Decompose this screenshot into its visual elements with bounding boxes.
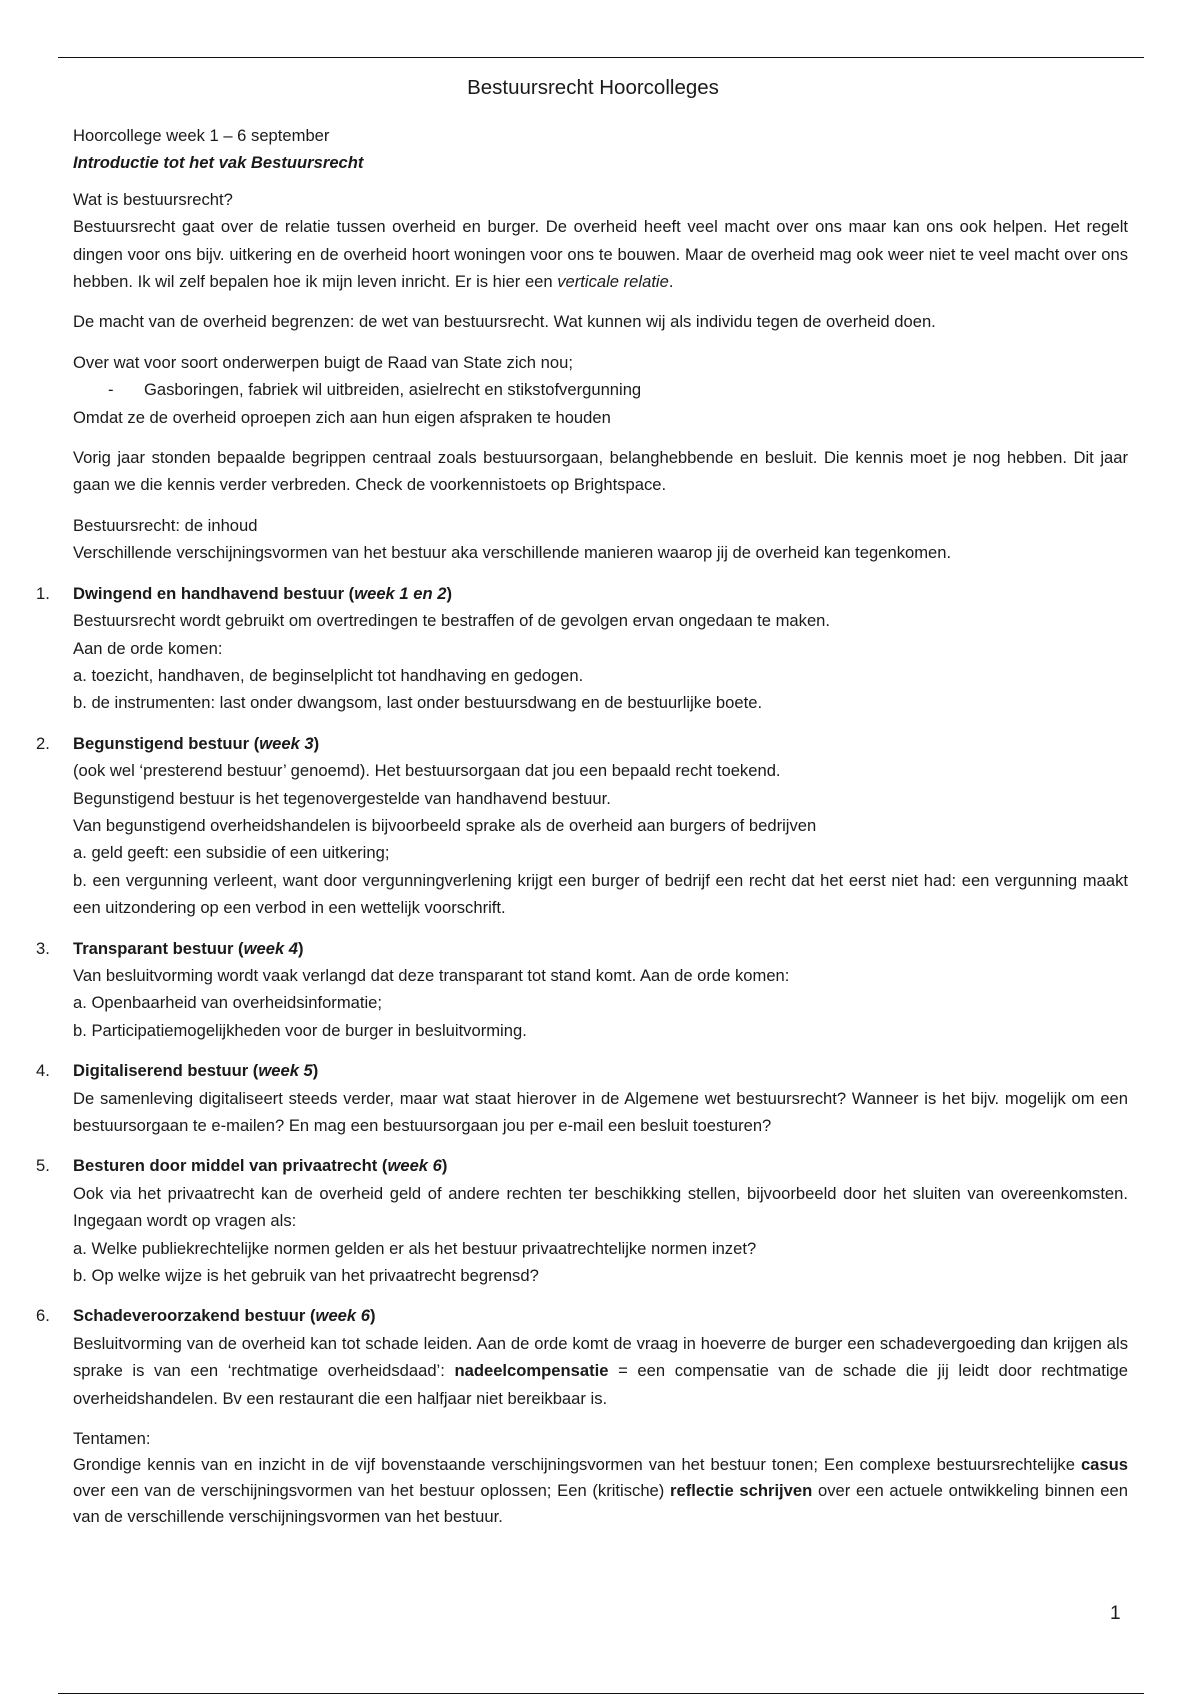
section-item — [36, 730, 1128, 922]
section-line: b. de instrumenten: last onder dwangsom, last onder bestuursdwang en de bestuurlijke boete. — [73, 693, 763, 713]
section-item — [36, 580, 1128, 717]
section-line: Van besluitvorming wordt vaak verlangd dat deze transparant tot stand komt. Aan de orde komen: — [73, 965, 790, 985]
section-line: Aan de orde komen: — [73, 638, 223, 658]
section-line: De samenleving digitaliseert steeds verder, maar wat staat hierover in de Algemene wet bestuursrecht? Wanneer is het bijv. mogelijk om een bestuursorgaan te e-mailen? En mag een bestuursorgaan jou per e-mail een besluit toesturen? — [73, 1088, 1128, 1135]
section-line: b. een vergunning verleent, want door vergunningverlening krijgt een burger of bedrijf een recht dat het eerst niet had: een vergunning maakt een uitzondering op een verbod in een wettelijk voorschrift. — [73, 870, 1128, 918]
section-number: 5. — [36, 1156, 50, 1176]
exam-paragraph: Grondige kennis van en inzicht in de vijf bovenstaande verschijningsvormen van het bestuur tonen; Een complexe bestuursrechtelijke casus over een van de verschijningsvormen van het bestuur oplossen; Een (kritische) reflectie schrijven over een actuele ontwikkeling binnen een van de verschillende verschijningsvormen van het bestuur. — [73, 1455, 1128, 1527]
document-title: Bestuursrecht Hoorcolleges — [467, 76, 719, 99]
section-line: Ook via het privaatrecht kan de overheid geld of andere rechten ter beschikking stellen, bijvoorbeeld door het sluiten van overeenkomsten. Ingegaan wordt op vragen als: — [73, 1183, 1128, 1231]
section-number: 2. — [36, 733, 50, 753]
section-title: Digitaliserend bestuur (week 5) — [73, 1061, 319, 1081]
intro-italic: verticale relatie — [557, 272, 669, 292]
section-item — [36, 1152, 1128, 1289]
council-bullet-text: Gasboringen, fabriek wil uitbreiden, asielrecht en stikstofvergunning — [144, 380, 642, 400]
bold-term: reflectie schrijven — [670, 1481, 813, 1501]
section-body: Besluitvorming van de overheid kan tot schade leiden. Aan de orde komt de vraag in hoeverre de burger een schadevergoeding dan krijgen als sprake is van een ‘rechtmatige overheidsdaad’: nadeelcompensatie = een compensatie van de schade die jij leidt door rechtmatige overheidshandelen. Bv een restaurant die een halfjaar niet bereikbaar is. — [73, 1333, 1128, 1408]
section-title: Besturen door middel van privaatrecht (week 6) — [73, 1156, 448, 1176]
exam-heading: Tentamen: — [73, 1429, 151, 1449]
section-line: a. toezicht, handhaven, de beginselplicht tot handhaving en gedogen. — [73, 665, 584, 685]
section-line: a. geld geeft: een subsidie of een uitkering; — [73, 843, 390, 863]
section-title: Schadeveroorzakend bestuur (week 6) — [73, 1306, 376, 1326]
bold-term: casus — [1080, 1455, 1128, 1475]
bullet-dash: - — [108, 380, 114, 400]
council-question: Over wat voor soort onderwerpen buigt de Raad van State zich nou; — [73, 352, 573, 372]
section-title: Dwingend en handhavend bestuur (week 1 en 2) — [73, 583, 452, 603]
page-number: 1 — [1110, 1603, 1121, 1624]
section-item — [36, 1057, 1128, 1139]
section-number: 6. — [36, 1306, 50, 1326]
intro-paragraph — [73, 213, 1128, 295]
bold-term: nadeelcompensatie — [454, 1361, 609, 1381]
section-number: 1. — [36, 583, 50, 603]
content-heading: Bestuursrecht: de inhoud — [73, 515, 258, 535]
section-title: Begunstigend bestuur (week 3) — [73, 733, 320, 753]
intro-end: . — [668, 272, 674, 292]
section-line: Van begunstigend overheidshandelen is bijvoorbeeld sprake als de overheid aan burgers of bedrijven — [73, 815, 817, 835]
section-line: (ook wel ‘presterend bestuur’ genoemd). Het bestuursorgaan dat jou een bepaald recht toekend. — [73, 761, 781, 781]
content-intro: Verschillende verschijningsvormen van het bestuur aka verschillende manieren waarop jij de overheid kan tegenkomen. — [73, 543, 952, 563]
section-item — [36, 1302, 1128, 1412]
document-page — [36, 74, 1128, 1530]
section-number: 4. — [36, 1061, 50, 1081]
sections-list — [36, 580, 1128, 1412]
lecture-subtitle: Introductie tot het vak Bestuursrecht — [73, 153, 364, 173]
header-rule — [58, 57, 1144, 58]
question-heading: Wat is bestuursrecht? — [73, 189, 233, 209]
council-reason: Omdat ze de overheid oproepen zich aan hun eigen afspraken te houden — [73, 407, 611, 427]
lecture-header: Hoorcollege week 1 – 6 september — [73, 126, 330, 145]
intro-text: Bestuursrecht gaat over de relatie tussen overheid en burger. De overheid heeft veel macht over ons maar kan ons ook helpen. Het regelt dingen voor ons bijv. uitkering en de overheid hoort woningen voor ons te bouwen. Maar de overheid mag ook weer niet te veel macht over ons hebben. Ik wil zelf bepalen hoe ik mijn leven inricht. Er is hier een — [73, 217, 1128, 292]
council-bullet — [73, 376, 1128, 403]
power-paragraph: De macht van de overheid begrenzen: de wet van bestuursrecht. Wat kunnen wij als individu tegen de overheid doen. — [73, 312, 936, 332]
footer-rule — [58, 1693, 1144, 1694]
section-line: a. Openbaarheid van overheidsinformatie; — [73, 993, 383, 1013]
section-number: 3. — [36, 938, 50, 958]
section-title: Transparant bestuur (week 4) — [73, 938, 304, 958]
section-line: b. Participatiemogelijkheden voor de burger in besluitvorming. — [73, 1020, 527, 1040]
section-line: Begunstigend bestuur is het tegenovergestelde van handhavend bestuur. — [73, 788, 611, 808]
prior-knowledge-paragraph: Vorig jaar stonden bepaalde begrippen centraal zoals bestuursorgaan, belanghebbende en besluit. Die kennis moet je nog hebben. Dit jaar gaan we die kennis verder verbreden. Check de voorkennistoets op Brightspace. — [73, 448, 1128, 495]
section-line: b. Op welke wijze is het gebruik van het privaatrecht begrensd? — [73, 1266, 539, 1286]
section-line: a. Welke publiekrechtelijke normen gelden er als het bestuur privaatrechtelijke normen inzet? — [73, 1238, 757, 1258]
section-line: Bestuursrecht wordt gebruikt om overtredingen te bestraffen of de gevolgen ervan ongedaan te maken. — [73, 611, 831, 631]
section-item — [36, 935, 1128, 1045]
